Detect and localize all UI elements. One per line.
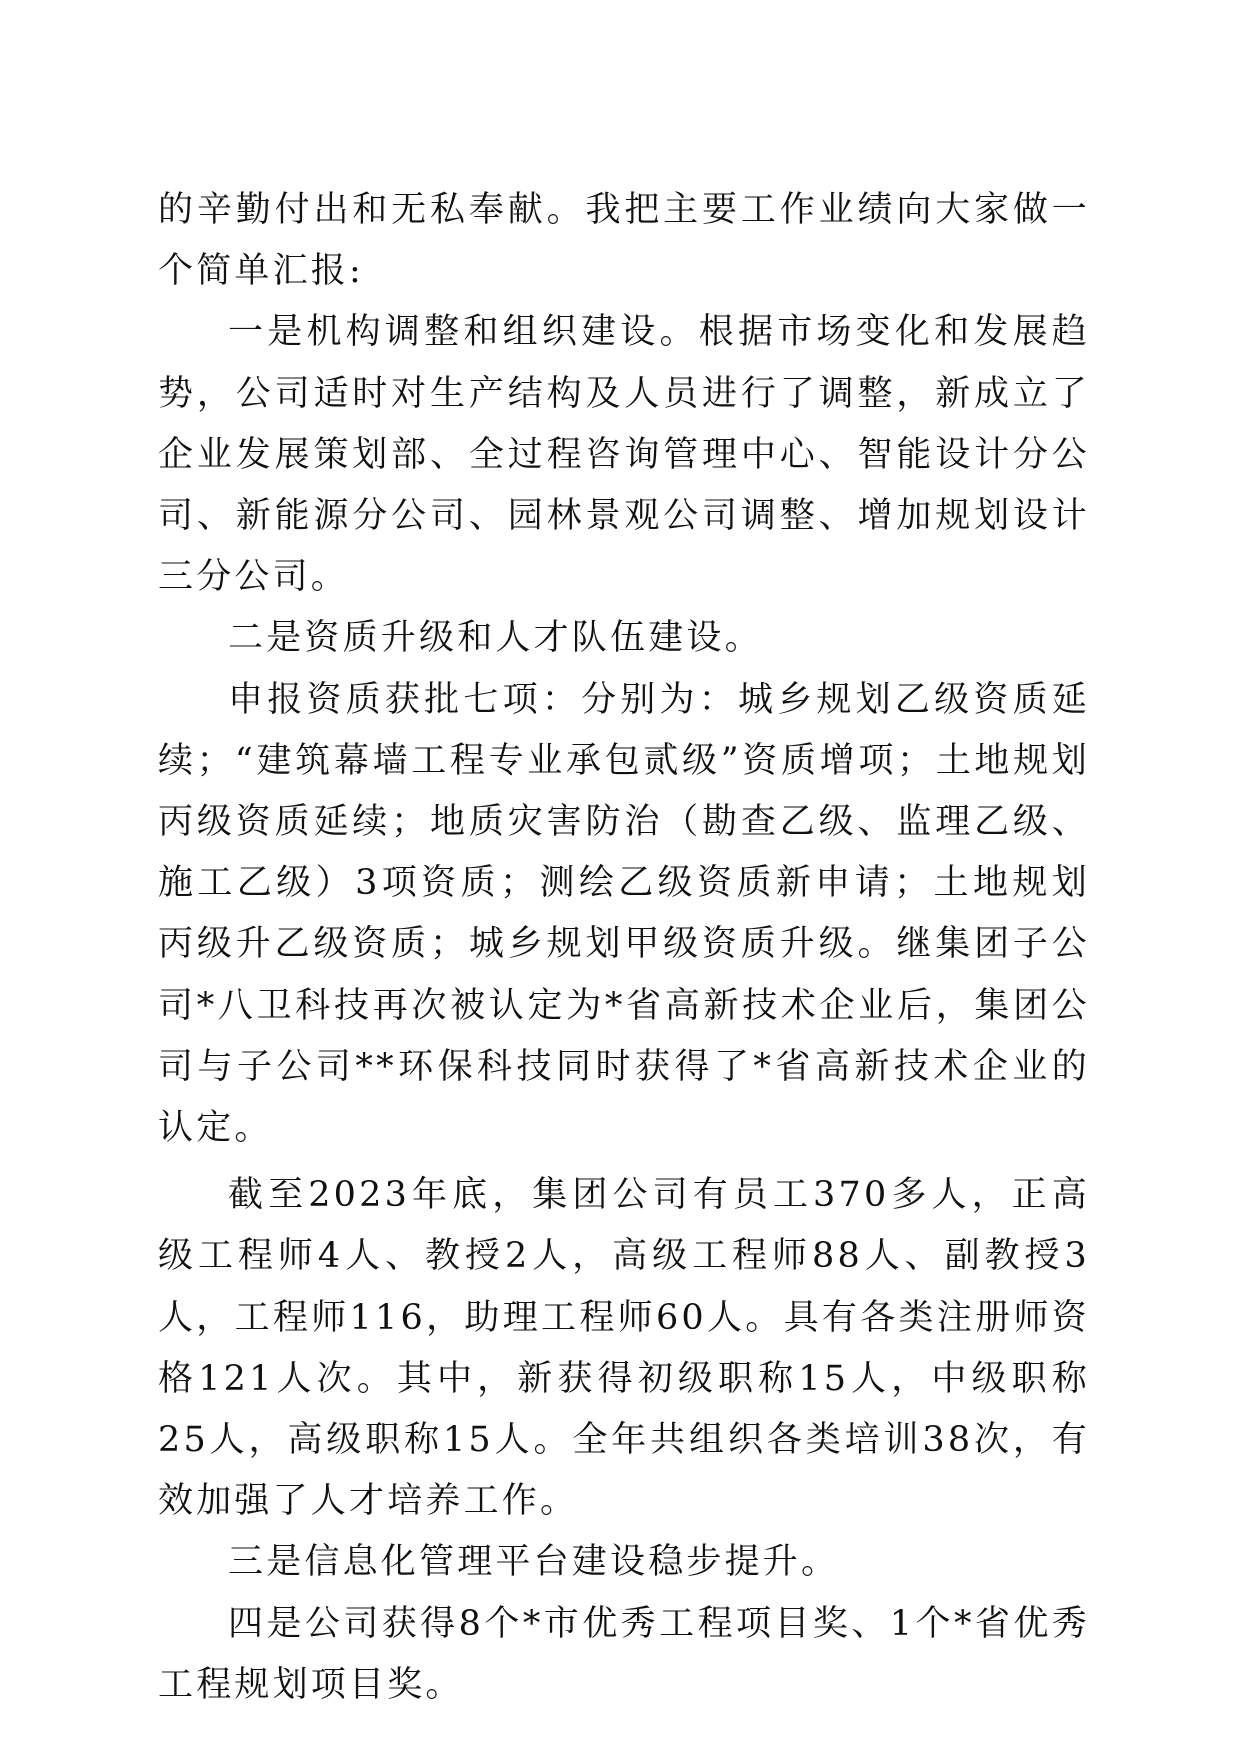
paragraph-qualification-approvals: 申报资质获批七项：分别为：城乡规划乙级资质延续；“建筑幕墙工程专业承包贰级”资质增项；土地规划丙级资质延续；地质灾害防治（勘查乙级、监理乙级、施工乙级）3项资质；测绘乙级资质新申请；土地规划丙级升乙级资质；城乡规划甲级资质升级。继集团子公司*八卫科技再次被认定为*省高新技术企业后，集团公司与子公司**环保科技同时获得了*省高新技术企业的认定。 — [158, 679, 1090, 1149]
paragraph-continuation: 的辛勤付出和无私奉献。我把主要工作业绩向大家做一个简单汇报: — [158, 190, 1090, 292]
paragraph-staff-statistics: 截至2023年底，集团公司有员工370多人，正高级工程师4人、教授2人，高级工程师88人、副教授3人，工程师116，助理工程师60人。具有各类注册师资格121人次。其中，新获得初级职称15人，中级职称25人，高级职称15人。全年共组织各类培训38次，有效加强了人才培养工作。 — [158, 1175, 1090, 1522]
paragraph-qualification-heading: 二是资质升级和人才队伍建设。 — [228, 618, 763, 659]
document-body — [158, 180, 1090, 1716]
paragraph-org-restructuring: 一是机构调整和组织建设。根据市场变化和发展趋势，公司适时对生产结构及人员进行了调整，新成立了企业发展策划部、全过程咨询管理中心、智能设计分公司、新能源分公司、园林景观公司调整、增加规划设计三分公司。 — [158, 312, 1090, 598]
paragraph-awards: 四是公司获得8个*市优秀工程项目奖、1个*省优秀工程规划项目奖。 — [158, 1603, 1090, 1705]
paragraph-information-platform: 三是信息化管理平台建设稳步提升。 — [228, 1542, 840, 1583]
